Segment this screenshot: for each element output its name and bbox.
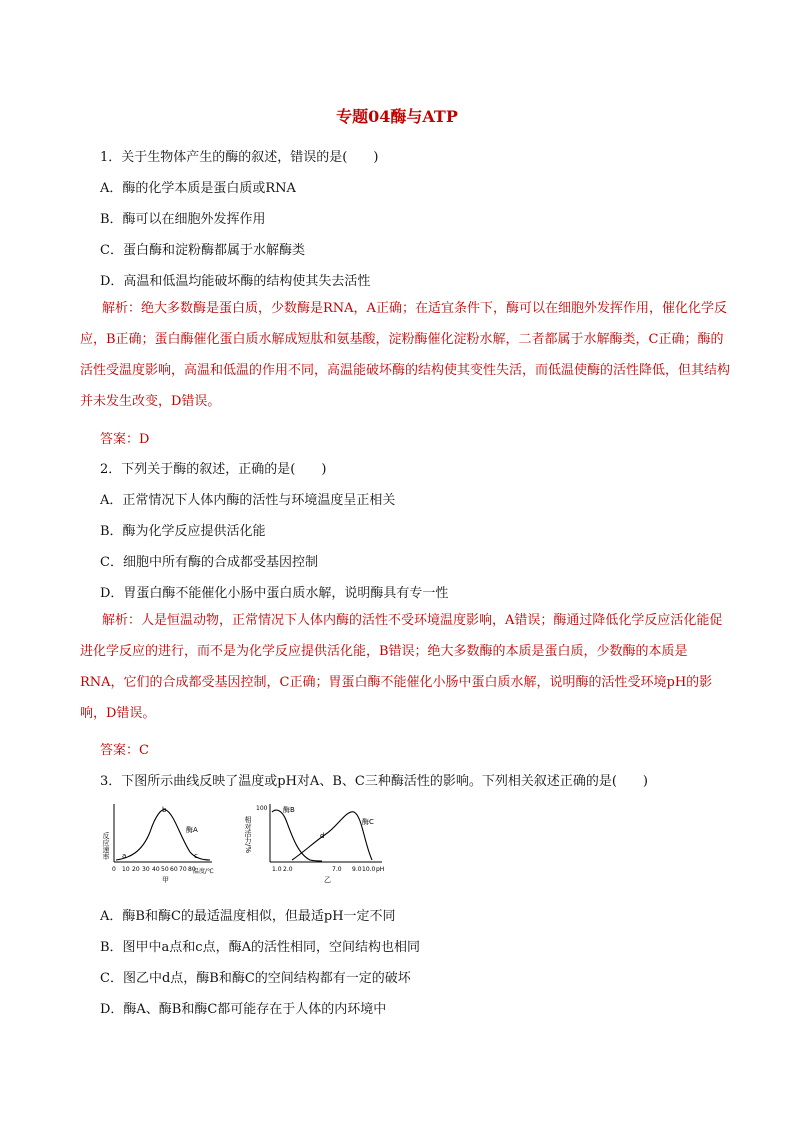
jia-xtick: 40 [152,866,160,873]
q3-option-c: C．图乙中d点，酶B和酶C的空间结构都有一定的破坏 [100,971,411,986]
yi-xtick: pH [376,866,385,873]
q3-option-d: D．酶A、酶B和酶C都可能存在于人体的内环境中 [100,1002,387,1017]
jia-xtick: 10 [122,866,130,873]
q1-stem: 1．关于生物体产生的酶的叙述，错误的是( ) [100,150,379,165]
yi-ylabel: 相对活力/% [244,816,252,854]
q3-figure [100,802,410,884]
yi-xtick: 7.0 [332,866,342,873]
yi-xtick: 10.0 [362,866,376,873]
q3-option-b: B．图甲中a点和c点，酶A的活性相同，空间结构也相同 [100,940,420,955]
yi-point-d: d [320,832,325,840]
jia-point-c: c [194,852,198,860]
fig-yi [244,804,384,884]
jia-xtick: 50 [161,866,169,873]
jia-xtick: 0 [112,866,116,873]
q3-figure-svg [100,802,410,884]
q1-option-b: B．酶可以在细胞外发挥作用 [100,212,266,227]
q2-answer: 答案：C [100,743,149,758]
yi-caption: 乙 [324,876,331,884]
yi-curve-b-label: 酶B [283,806,295,814]
jia-xticks [112,866,196,873]
q1-answer: 答案：D [100,432,150,447]
jia-xlabel: 温度/℃ [193,868,214,875]
q2-stem: 2．下列关于酶的叙述，正确的是( ) [100,462,327,477]
q2-analysis: 解析：人是恒温动物，正常情况下人体内酶的活性不受环境温度影响，A错误；酶通过降低化学反应活化能促进化学反应的进行，而不是为化学反应提供活化能，B错误；绝大多数酶的本质是蛋白质，少数酶的本质是RNA，它们的合成都受基因控制，C正确；胃蛋白酶不能催化小肠中蛋白质水解，说明酶的活性受环境pH的影响，D错误。 [80,613,723,721]
jia-xtick: 80 [188,866,196,873]
jia-xtick: 60 [170,866,178,873]
jia-caption: 甲 [162,876,169,884]
q2-option-c: C．细胞中所有酶的合成都受基因控制 [100,555,318,570]
jia-curve-label: 酶A [186,826,198,834]
yi-xtick: 1.0 [272,866,282,873]
jia-xtick: 20 [132,866,140,873]
q2-option-d: D．胃蛋白酶不能催化小肠中蛋白质水解，说明酶具有专一性 [100,586,449,601]
yi-curve-c-label: 酶C [362,818,374,826]
yi-xtick: 2.0 [283,866,293,873]
yi-xtick: 9.0 [352,866,362,873]
jia-xtick: 30 [142,866,150,873]
fig-jia [102,804,214,884]
yi-curve-enzyme-c [292,812,372,860]
jia-point-a: a [122,852,127,860]
q1-option-d: D．高温和低温均能破坏酶的结构使其失去活性 [100,274,371,289]
jia-ylabel: 反应速率 [102,832,110,860]
q1-option-a: A．酶的化学本质是蛋白质或RNA [100,181,296,196]
q3-option-a: A．酶B和酶C的最适温度相似，但最适pH一定不同 [100,909,396,924]
q2-option-b: B．酶为化学反应提供活化能 [100,524,266,539]
q3-stem: 3．下图所示曲线反映了温度或pH对A、B、C三种酶活性的影响。下列相关叙述正确的是( ) [100,774,648,789]
page-title: 专题04酶与ATP [336,107,458,126]
jia-point-b: b [162,806,167,814]
q2-option-a: A．正常情况下人体内酶的活性与环境温度呈正相关 [100,493,396,508]
yi-curve-enzyme-b [272,810,325,861]
jia-xtick: 70 [179,866,187,873]
q1-option-c: C．蛋白酶和淀粉酶都属于水解酶类 [100,243,305,258]
q1-analysis: 解析：绝大多数酶是蛋白质，少数酶是RNA，A正确；在适宜条件下，酶可以在细胞外发挥作用，催化化学反应，B正确；蛋白酶催化蛋白质水解成短肽和氨基酸，淀粉酶催化淀粉水解，二者都属于水解酶类，C正确；酶的活性受温度影响，高温和低温的作用不同，高温能破坏酶的结构使其变性失活，而低温使酶的活性降低，但其结构并未发生改变，D错误。 [80,301,731,409]
yi-xticks [272,866,384,873]
yi-ytick: 100 [256,805,268,812]
